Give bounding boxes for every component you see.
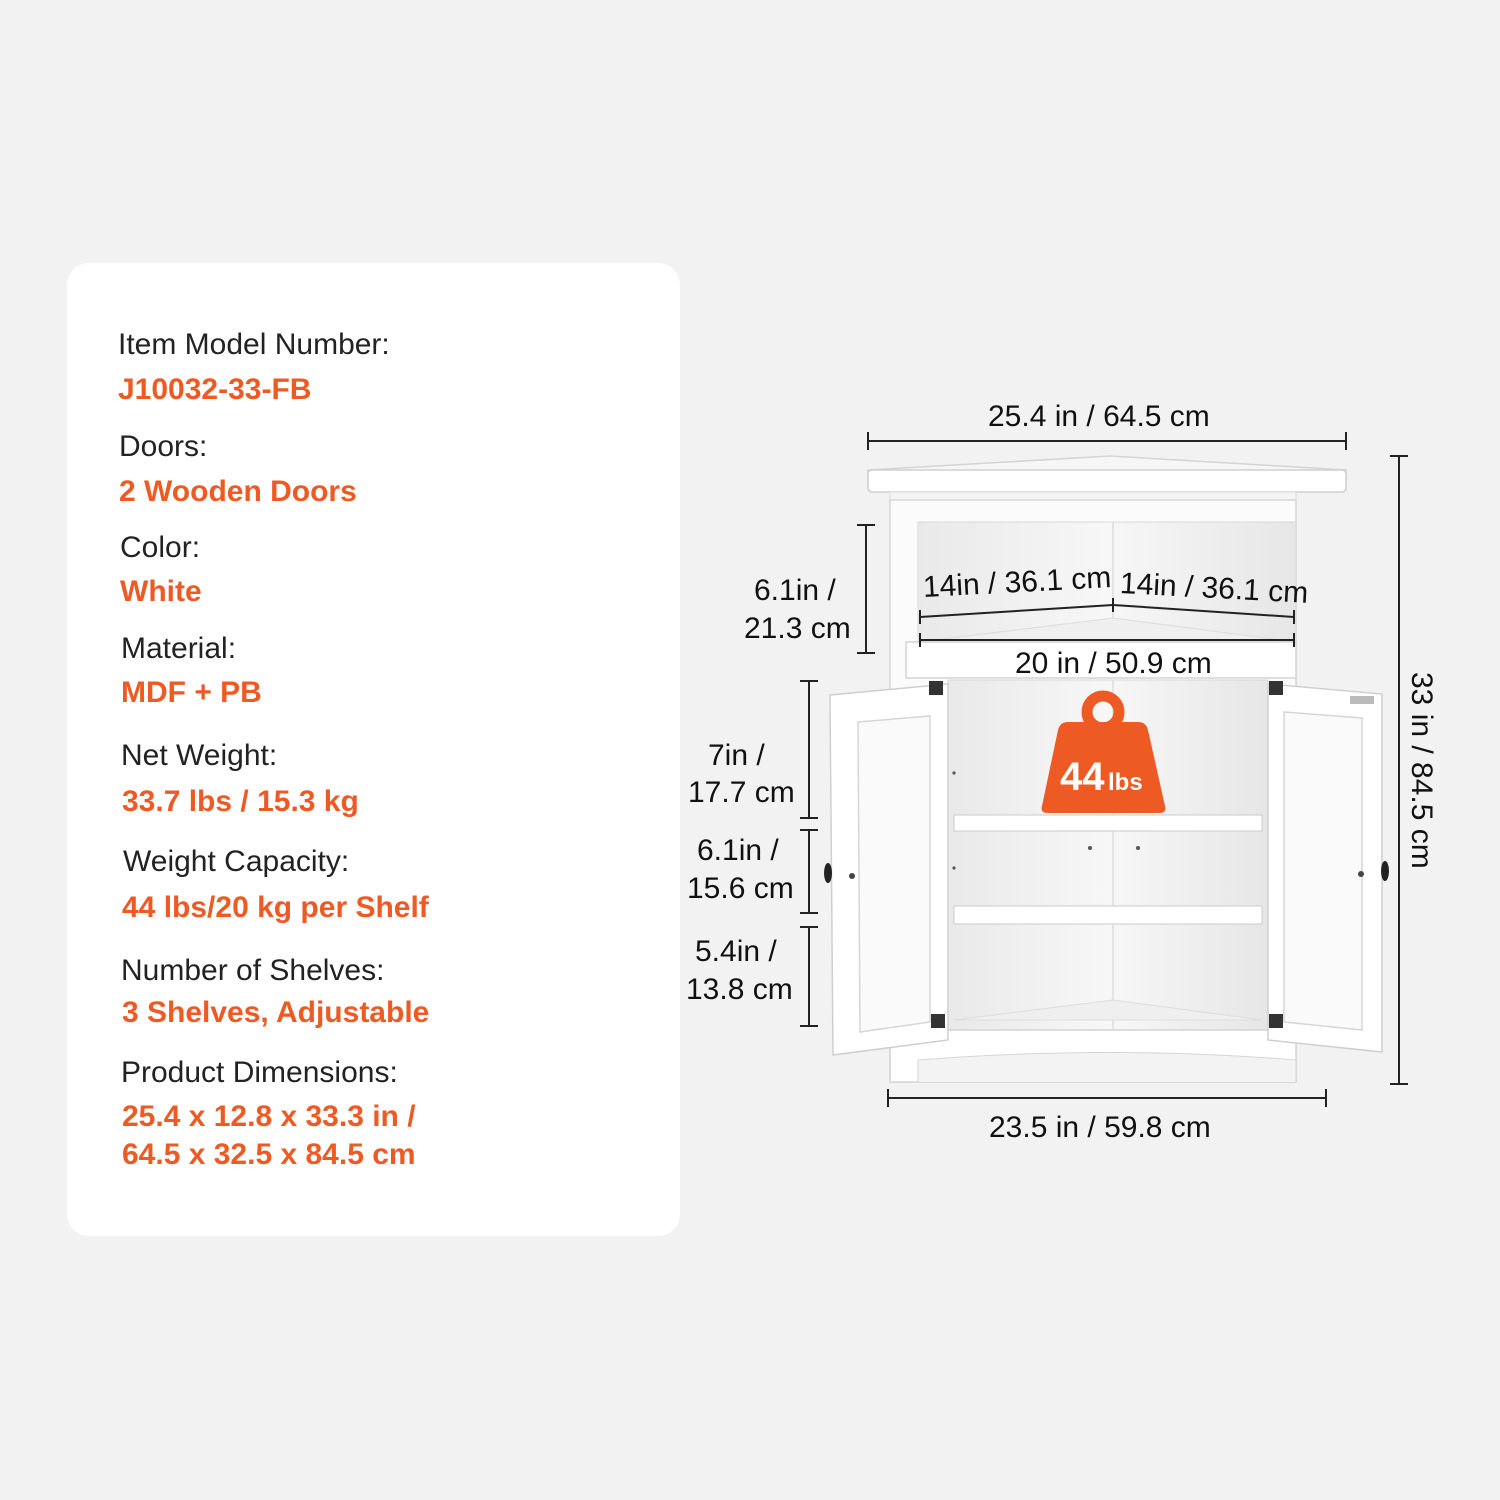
dim-shelf2-line1: 6.1in / [697, 834, 779, 867]
cabinet-top [868, 456, 1346, 502]
spec-value-color: White [120, 575, 202, 608]
spec-label-weight-capacity: Weight Capacity: [123, 845, 350, 878]
dim-depth-left: 14in / 36.1 cm [922, 561, 1113, 604]
dim-top-width: 25.4 in / 64.5 cm [988, 400, 1210, 433]
spec-label-doors: Doors: [119, 430, 208, 463]
spec-value-material: MDF + PB [121, 676, 262, 709]
spec-label-net-weight: Net Weight: [121, 739, 278, 772]
dim-shelf1-line1: 7in / [708, 739, 765, 772]
dim-shelf1-line2: 17.7 cm [688, 776, 795, 809]
spec-label-material: Material: [121, 632, 237, 665]
dim-shelf2-line2: 15.6 cm [687, 872, 794, 905]
dim-depth-right: 14in / 36.1 cm [1119, 567, 1310, 610]
dim-height [1402, 672, 1440, 869]
spec-label-model: Item Model Number: [118, 328, 390, 361]
spec-value-dimensions-cm: 64.5 x 32.5 x 84.5 cm [122, 1138, 416, 1171]
spec-value-dimensions-in: 25.4 x 12.8 x 33.3 in / [122, 1100, 416, 1133]
spec-value-weight-capacity: 44 lbs/20 kg per Shelf [122, 891, 429, 924]
dim-bottom-width: 23.5 in / 59.8 cm [989, 1111, 1211, 1144]
spec-value-doors: 2 Wooden Doors [119, 475, 357, 508]
spec-value-net-weight: 33.7 lbs / 15.3 kg [122, 785, 359, 818]
dim-top-section-line2: 21.3 cm [744, 612, 851, 645]
weight-badge-number: 44 [1060, 755, 1105, 799]
weight-badge-unit: lbs [1108, 769, 1143, 796]
spec-value-model: J10032-33-FB [118, 373, 312, 406]
dim-inner-width: 20 in / 50.9 cm [1015, 647, 1212, 680]
spec-label-dimensions: Product Dimensions: [121, 1056, 398, 1089]
spec-label-color: Color: [120, 531, 201, 564]
dim-top-section-line1: 6.1in / [754, 574, 836, 607]
left-door [824, 681, 948, 1055]
spec-value-shelves: 3 Shelves, Adjustable [122, 996, 430, 1029]
dim-shelf3-line1: 5.4in / [695, 935, 777, 968]
dim-shelf3-line2: 13.8 cm [686, 973, 793, 1006]
dim-height-label: 33 in / 84.5 cm [1405, 672, 1438, 869]
right-door [1268, 681, 1389, 1052]
spec-label-shelves: Number of Shelves: [121, 954, 385, 987]
